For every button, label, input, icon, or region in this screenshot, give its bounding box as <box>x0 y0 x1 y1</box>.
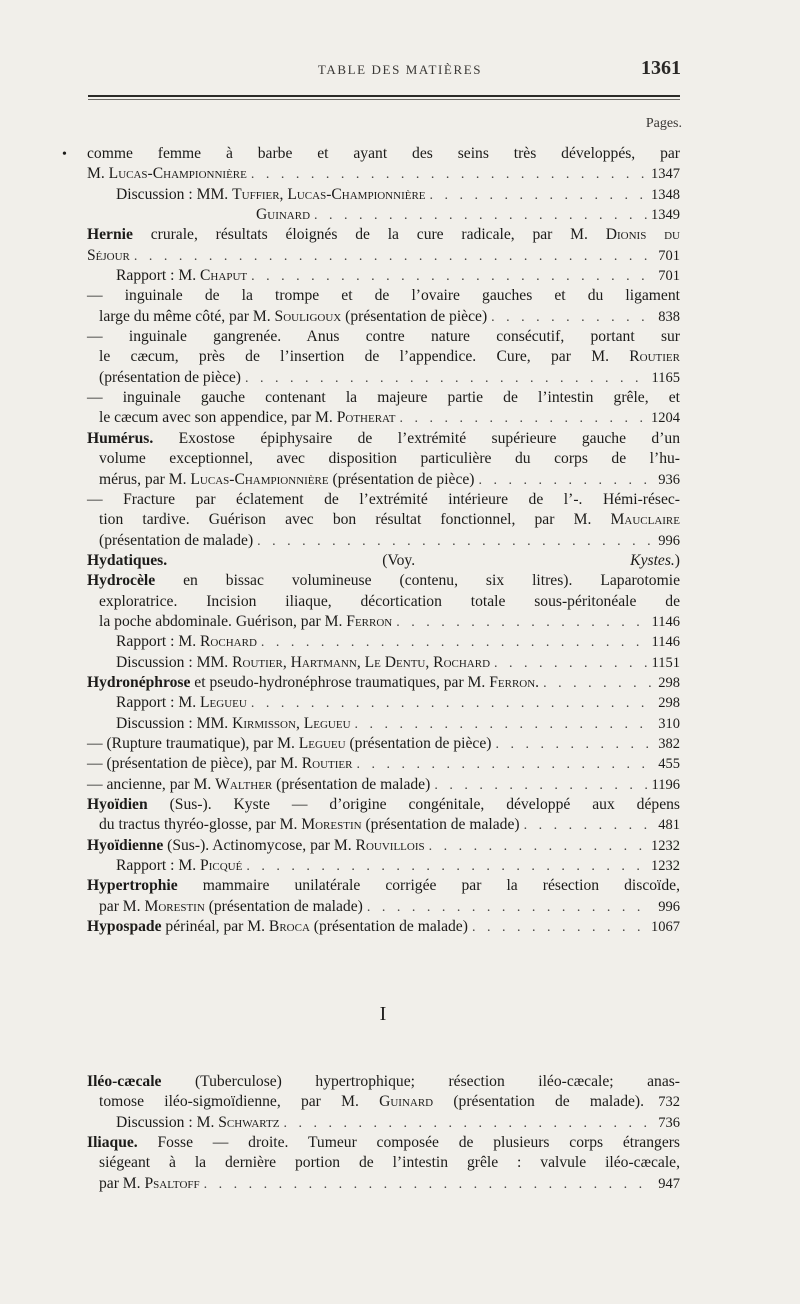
entry-text <box>87 754 353 774</box>
entry-head: Iliaque. <box>87 1134 138 1152</box>
entry-text <box>116 653 490 673</box>
page-reference: 1151 <box>651 654 680 671</box>
entry-text: tomose iléo-sigmoïdienne, par M. <box>99 1093 380 1111</box>
index-entries-i <box>87 1072 680 1194</box>
entry-text <box>116 693 247 713</box>
page-reference: 481 <box>658 817 680 834</box>
leader-dots <box>396 613 647 633</box>
entry-sc: Psaltoff <box>144 1174 200 1192</box>
entry-text: siégeant à la dernière portion de l’intestin grêle : valvule iléo-cæcale, <box>99 1154 680 1172</box>
index-entry-line <box>87 856 680 876</box>
index-entry-line <box>87 612 680 632</box>
entry-text <box>116 266 247 286</box>
index-entry-line <box>87 836 680 856</box>
index-entry-line <box>87 632 680 652</box>
leader-dots <box>434 776 647 796</box>
entry-post: (présentation de malade) <box>272 775 431 793</box>
page-reference: 736 <box>658 1114 680 1131</box>
entry-text <box>116 1113 279 1133</box>
entry-text: large du même côté, par M. <box>99 307 275 325</box>
index-entry-line <box>87 917 680 937</box>
entry-text: volume exceptionnel, avec disposition particulière du corps de l’hu- <box>99 450 680 468</box>
page-reference: 1232 <box>651 837 680 854</box>
leader-dots <box>478 471 652 491</box>
entry-post: (présentation de pièce) <box>341 307 488 325</box>
entry-text <box>87 327 680 347</box>
entry-sc: Morestin <box>144 897 205 915</box>
entry-sc: Walther <box>215 775 273 793</box>
page-reference: 1232 <box>651 858 680 875</box>
page-reference: 1196 <box>651 776 680 793</box>
entry-text <box>87 164 247 184</box>
leader-dots <box>251 165 647 185</box>
page-reference: 298 <box>658 695 680 712</box>
entry-text <box>87 490 680 510</box>
entry-text <box>99 1153 680 1173</box>
index-entry-line <box>87 592 680 612</box>
page-reference: 996 <box>658 898 680 915</box>
entry-head: Iléo-cæcale <box>87 1073 162 1090</box>
leader-dots <box>314 206 647 226</box>
entry-pre: M. <box>87 165 109 183</box>
entry-text: exploratrice. Incision iliaque, décortication totale sous-péritonéale de <box>99 592 680 610</box>
entry-text: (Sus-). Kyste — d’origine congénitale, développé aux dépens <box>147 796 680 813</box>
entry-sc: Morestin <box>301 816 362 834</box>
running-title: TABLE DES MATIÈRES <box>317 62 483 77</box>
leader-dots <box>472 918 647 938</box>
entry-text <box>99 592 680 612</box>
entry-text <box>99 1092 644 1112</box>
entry-sc: Guinard <box>256 206 311 224</box>
index-entry-line <box>87 1153 680 1173</box>
index-entry-line <box>87 408 680 428</box>
index-entry-line <box>87 714 680 734</box>
entry-text: Fosse — droite. Tumeur composée de plusieurs corps étrangers <box>137 1134 680 1152</box>
index-entry-line <box>87 1174 680 1194</box>
entry-text: par M. <box>99 1174 145 1192</box>
entry-text: le cæcum, près de l’insertion de l’appendice. Cure, par M. <box>99 348 630 366</box>
entry-sc: Routier <box>629 348 680 366</box>
index-entry-line <box>87 307 680 327</box>
entry-text: (Voy. <box>167 551 631 569</box>
page-reference: 1067 <box>651 919 680 936</box>
index-entry-line <box>87 1113 680 1133</box>
entry-post: (présentation de malade) <box>361 816 520 834</box>
entry-head: Hypospade <box>87 918 162 936</box>
entry-head: Hydronéphrose <box>87 673 191 691</box>
entry-text <box>99 897 363 917</box>
entry-sc: Chaput <box>200 267 248 285</box>
index-entry-line <box>87 795 680 815</box>
index-entry-line <box>87 673 680 693</box>
entry-text <box>87 144 680 164</box>
entry-sc: Routier <box>301 755 353 773</box>
entry-text <box>87 917 468 937</box>
entry-head: Hypertrophie <box>87 877 178 895</box>
leader-dots <box>283 1114 652 1134</box>
entry-sc: Lucas-Championnière <box>108 165 247 183</box>
page-reference: 1347 <box>651 166 680 183</box>
entry-pre: Rapport : M. <box>116 857 201 875</box>
entry-text <box>116 185 426 205</box>
entry-head: Hydrocèle <box>87 572 156 590</box>
entry-text: périnéal, par M. <box>161 918 269 936</box>
page-reference: 298 <box>658 674 680 691</box>
index-entry-line <box>87 327 680 347</box>
entry-text <box>99 307 487 327</box>
index-entry-line <box>87 571 680 591</box>
entry-sc: Ferron <box>346 612 393 630</box>
entry-text: par M. <box>99 897 145 915</box>
entry-text <box>99 368 241 388</box>
entry-text <box>87 1133 680 1153</box>
entry-text <box>87 775 430 795</box>
index-entry-line <box>87 775 680 795</box>
leader-dots <box>494 654 648 674</box>
index-entry-line <box>87 876 680 896</box>
entry-text: crurale, résultats éloignés de la cure radicale, par M. <box>132 226 606 244</box>
entry-text <box>99 1174 200 1194</box>
index-entry-line <box>87 347 680 367</box>
page-reference: 996 <box>658 532 680 549</box>
leader-dots <box>245 369 648 389</box>
index-entry-line <box>87 510 680 530</box>
entry-text <box>99 449 680 469</box>
entry-text: (Sus-). Actinomycose, par M. <box>163 836 356 854</box>
index-entry-line <box>87 897 680 917</box>
index-entry-line <box>87 205 680 225</box>
entry-pre: Rapport : M. <box>116 267 201 285</box>
leader-dots <box>204 1175 652 1195</box>
entry-text <box>87 286 680 306</box>
page-reference: 1146 <box>651 634 680 651</box>
entry-text <box>116 714 351 734</box>
header-rule <box>88 95 680 97</box>
index-entry-line <box>87 1092 680 1112</box>
entry-pre: Rapport : M. <box>116 633 201 651</box>
leader-dots <box>357 755 653 775</box>
index-entry-line <box>87 1133 680 1153</box>
entry-text: — ancienne, par M. <box>87 775 216 793</box>
entry-post: (présentation de malade). <box>433 1093 644 1111</box>
page-reference: 310 <box>658 715 680 732</box>
entry-text <box>99 510 680 530</box>
leader-dots <box>400 409 648 429</box>
leader-dots <box>430 186 647 206</box>
entry-text <box>116 632 257 652</box>
entry-text <box>87 673 539 693</box>
leader-dots <box>524 816 652 836</box>
entry-post: (présentation de pièce) <box>328 470 475 488</box>
entry-text <box>99 815 520 835</box>
leader-dots <box>251 267 652 287</box>
entry-sc: Tuffier, Lucas-Championnière <box>232 185 426 203</box>
index-entry-line <box>87 653 680 673</box>
leader-dots <box>429 837 647 857</box>
entry-text: en bissac volumineuse (contenu, six litres). Laparotomie <box>155 572 680 590</box>
entry-text: comme femme à barbe et ayant des seins très développés, par <box>87 145 680 162</box>
page-reference: 455 <box>658 756 680 773</box>
entry-text <box>87 795 680 815</box>
leader-dots <box>251 694 652 714</box>
entry-text: mérus, par M. <box>99 470 191 488</box>
entry-sc: Dionis du <box>605 226 680 244</box>
entry-sc: Guinard <box>379 1093 434 1111</box>
index-entry-line <box>87 185 680 205</box>
page-reference: 838 <box>658 308 680 325</box>
entry-text <box>99 408 396 428</box>
index-entry-line <box>87 164 680 184</box>
entry-pre: Discussion : M. <box>116 1113 219 1131</box>
entry-sc: Kirmisson, Legueu <box>232 714 351 732</box>
index-entry-line <box>87 144 680 164</box>
entry-text <box>87 1072 680 1092</box>
entry-text <box>256 205 310 225</box>
index-entry-line <box>87 551 680 571</box>
page-reference: 1348 <box>651 186 680 203</box>
entry-pre: Discussion : MM. <box>116 653 233 671</box>
entry-text <box>116 856 242 876</box>
entry-post: (présentation de malade) <box>204 897 363 915</box>
leader-dots <box>543 674 652 694</box>
page-reference: 947 <box>658 1175 680 1192</box>
page-reference: 1165 <box>651 369 680 386</box>
entry-text: (présentation de malade) <box>99 531 254 549</box>
entry-text: — inguinale de la trompe et de l’ovaire gauches et du ligament <box>87 287 680 305</box>
entry-sc: Schwartz <box>218 1113 280 1131</box>
entry-text <box>99 612 392 632</box>
index-entry-line <box>87 531 680 551</box>
page-reference: 1146 <box>651 613 680 630</box>
index-entry-line <box>87 266 680 286</box>
index-entry-line <box>87 429 680 449</box>
index-entry-line <box>87 490 680 510</box>
entry-sc: Legueu <box>298 734 346 752</box>
entry-text <box>99 470 474 490</box>
entry-post: ) <box>674 551 680 569</box>
index-entry-line <box>87 388 680 408</box>
entry-sc: Séjour <box>87 246 130 264</box>
entry-text <box>87 429 680 449</box>
entry-text: — inguinale gangrenée. Anus contre nature consécutif, portant sur <box>87 328 680 346</box>
index-entry-line <box>87 754 680 774</box>
index-entry-line <box>87 815 680 835</box>
page-reference: 732 <box>658 1094 680 1111</box>
entry-pre: Rapport : M. <box>116 694 201 712</box>
entry-text <box>99 531 253 551</box>
index-entries-h <box>87 144 680 937</box>
entry-text: — Fracture par éclatement de l’extrémité intérieure de l’-. Hémi-résec- <box>87 490 680 508</box>
entry-head: Humérus. <box>87 429 154 447</box>
page-reference: 701 <box>658 247 680 264</box>
entry-text <box>87 836 425 856</box>
entry-text: (Tuberculose) hypertrophique; résection iléo-cæcale; anas- <box>161 1073 680 1090</box>
entry-sc: Legueu <box>200 694 247 712</box>
page-reference: 936 <box>658 471 680 488</box>
entry-text: du tractus thyréo-glosse, par M. <box>99 816 302 834</box>
entry-text: tion tardive. Guérison avec bon résultat fonctionnel, par M. <box>99 511 611 529</box>
entry-pre: Discussion : MM. <box>116 185 233 203</box>
entry-sc: Mauclaire <box>610 511 680 529</box>
entry-sc: Rouvillois <box>355 836 425 854</box>
index-entry-line <box>87 693 680 713</box>
entry-sc: Routier, Hartmann, Le Dentu, Rochard <box>232 653 491 671</box>
entry-sc: Souligoux <box>274 307 342 325</box>
entry-sc: Lucas-Championnière <box>190 470 329 488</box>
entry-text: — inguinale gauche contenant la majeure partie de l’intestin grêle, et <box>87 389 680 407</box>
leader-dots <box>491 308 652 328</box>
header-rule-thin <box>88 99 680 100</box>
entry-text: (présentation de pièce) <box>99 368 242 386</box>
index-entry-line <box>87 246 680 266</box>
entry-pre: Discussion : MM. <box>116 714 233 732</box>
entry-text <box>87 876 680 896</box>
entry-text <box>87 551 680 571</box>
entry-it: Kystes. <box>630 551 675 569</box>
entry-sc: Picqué <box>200 857 243 875</box>
leader-dots <box>257 532 652 552</box>
entry-text <box>87 246 130 266</box>
leader-dots <box>134 247 652 267</box>
entry-head: Hydatiques. <box>87 551 168 569</box>
entry-sc: Ferron. <box>489 673 540 691</box>
entry-post: (présentation de pièce) <box>345 734 492 752</box>
entry-head: Hyoïdienne <box>87 836 164 854</box>
entry-text <box>87 571 680 591</box>
bullet-mark: • <box>62 147 67 162</box>
entry-text: et pseudo-hydronéphrose traumatiques, par M. <box>190 673 490 691</box>
section-letter: I <box>379 1003 387 1025</box>
entry-text: — (présentation de pièce), par M. <box>87 755 302 773</box>
entry-sc: Potherat <box>336 409 396 427</box>
entry-text <box>87 225 680 245</box>
page-number: 1361 <box>641 57 681 79</box>
page-reference: 1204 <box>651 410 680 427</box>
entry-text <box>87 734 491 754</box>
leader-dots <box>246 857 647 877</box>
entry-text: Exostose épiphysaire de l’extrémité supérieure gauche d’un <box>153 429 680 447</box>
pages-column-label: Pages. <box>645 116 682 131</box>
entry-text <box>99 347 680 367</box>
entry-head: Hyoïdien <box>87 796 148 813</box>
entry-post: (présentation de malade) <box>309 918 468 936</box>
entry-text: — (Rupture traumatique), par M. <box>87 734 299 752</box>
entry-text: le cæcum avec son appendice, par M. <box>99 409 337 427</box>
index-entry-line <box>87 734 680 754</box>
page-reference: 1349 <box>651 207 680 224</box>
entry-text: la poche abdominale. Guérison, par M. <box>99 612 347 630</box>
entry-sc: Rochard <box>200 633 257 651</box>
leader-dots <box>495 735 652 755</box>
entry-sc: Broca <box>268 918 310 936</box>
entry-text <box>87 388 680 408</box>
index-entry-line <box>87 1072 680 1092</box>
index-entry-line <box>87 225 680 245</box>
entry-head: Hernie <box>87 226 133 244</box>
index-entry-line <box>87 470 680 490</box>
entry-text: mammaire unilatérale corrigée par la résection discoïde, <box>177 877 680 895</box>
page-reference: 382 <box>658 735 680 752</box>
index-entry-line <box>87 368 680 388</box>
index-entry-line <box>87 286 680 306</box>
leader-dots <box>261 633 648 653</box>
leader-dots <box>367 898 652 918</box>
leader-dots <box>355 715 652 735</box>
index-entry-line <box>87 449 680 469</box>
page-reference: 701 <box>658 268 680 285</box>
